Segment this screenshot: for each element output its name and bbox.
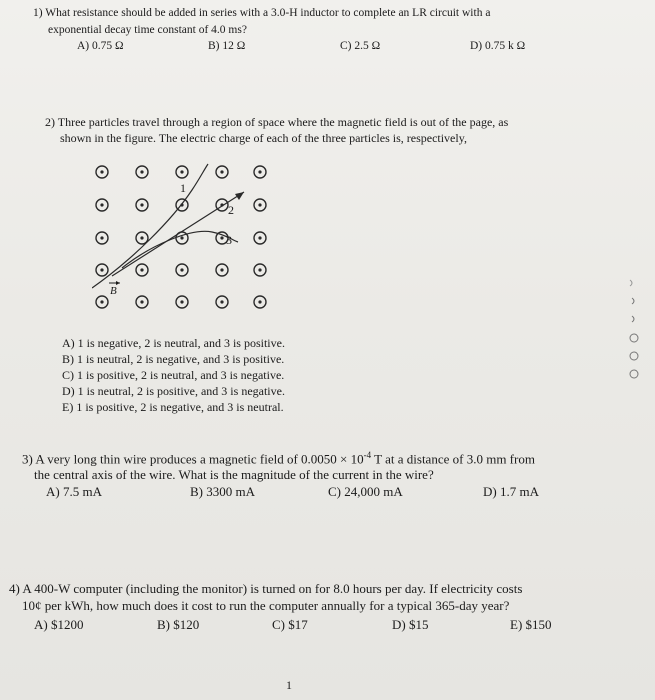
particle-path-2-arrow bbox=[235, 192, 244, 200]
field-out-dot bbox=[140, 203, 143, 206]
path-label-3: 3 bbox=[226, 233, 232, 247]
q1-option-a: A) 0.75 Ω bbox=[77, 40, 124, 52]
q1-option-b: B) 12 Ω bbox=[208, 40, 246, 52]
field-label-b: B bbox=[110, 285, 117, 297]
path-label-1: 1 bbox=[180, 181, 186, 195]
q4-text-line1: 4) A 400-W computer (including the monitor) is turned on for 8.0 hours per day. If electricity costs bbox=[9, 581, 523, 596]
field-out-dot bbox=[258, 236, 261, 239]
q3-option-b: B) 3300 mA bbox=[190, 484, 255, 499]
field-out-dot bbox=[220, 170, 223, 173]
margin-marks bbox=[624, 270, 654, 390]
q2-option-b: B) 1 is neutral, 2 is negative, and 3 is positive. bbox=[62, 352, 285, 366]
q3-line1-start: 3) A very long thin wire produces a magnetic field of 0.0050 × 10 bbox=[22, 451, 364, 467]
field-out-dot bbox=[180, 300, 183, 303]
q3-option-c: C) 24,000 mA bbox=[328, 484, 403, 499]
field-out-dot bbox=[258, 268, 261, 271]
field-out-dot bbox=[140, 236, 143, 239]
q4-text-line2: 10¢ per kWh, how much does it cost to run the computer annually for a typical 365-day year? bbox=[22, 598, 510, 613]
field-out-dot bbox=[180, 236, 183, 239]
q3-line1-end: T at a distance of 3.0 mm from bbox=[371, 451, 535, 467]
q3-text-line1 bbox=[22, 450, 535, 467]
field-out-dot bbox=[140, 300, 143, 303]
q4-option-a: A) $1200 bbox=[34, 617, 84, 632]
q1-option-c: C) 2.5 Ω bbox=[340, 40, 381, 52]
q1-text-line1: 1) What resistance should be added in series with a 3.0-H inductor to complete an LR circuit with a bbox=[33, 7, 491, 19]
q2-option-d: D) 1 is neutral, 2 is positive, and 3 is negative. bbox=[62, 384, 285, 398]
field-out-dot bbox=[220, 268, 223, 271]
q4-option-e: E) $150 bbox=[510, 617, 552, 632]
q4-option-d: D) $15 bbox=[392, 617, 429, 632]
field-out-dot bbox=[258, 300, 261, 303]
q4-option-b: B) $120 bbox=[157, 617, 200, 632]
field-out-dot bbox=[220, 300, 223, 303]
q2-text-line2: shown in the figure. The electric charge of each of the three particles is, respectively, bbox=[60, 131, 467, 145]
field-out-dot bbox=[100, 170, 103, 173]
field-out-dot bbox=[100, 203, 103, 206]
q1-option-d: D) 0.75 k Ω bbox=[470, 40, 526, 52]
field-out-dot bbox=[100, 236, 103, 239]
path-label-2: 2 bbox=[228, 203, 234, 217]
q3-text-line2: the central axis of the wire. What is the magnitude of the current in the wire? bbox=[34, 467, 434, 482]
q1-text-line2: exponential decay time constant of 4.0 ms? bbox=[48, 24, 247, 36]
field-out-dot bbox=[220, 236, 223, 239]
particle-path-2 bbox=[112, 192, 244, 276]
q2-option-a: A) 1 is negative, 2 is neutral, and 3 is positive. bbox=[62, 336, 285, 350]
field-out-dot bbox=[100, 300, 103, 303]
field-out-dot bbox=[180, 268, 183, 271]
q2-option-e: E) 1 is positive, 2 is negative, and 3 is neutral. bbox=[62, 400, 284, 414]
field-out-dot bbox=[140, 170, 143, 173]
field-out-dot bbox=[258, 170, 261, 173]
page-number: 1 bbox=[286, 678, 292, 692]
q3-option-d: D) 1.7 mA bbox=[483, 484, 539, 499]
q4-option-c: C) $17 bbox=[272, 617, 308, 632]
q3-exponent: -4 bbox=[363, 450, 372, 460]
field-out-dot bbox=[140, 268, 143, 271]
q2-option-c: C) 1 is positive, 2 is neutral, and 3 is negative. bbox=[62, 368, 285, 382]
field-out-dot bbox=[258, 203, 261, 206]
magnetic-field-figure bbox=[92, 160, 272, 320]
field-out-dot bbox=[180, 170, 183, 173]
q2-text-line1: 2) Three particles travel through a region of space where the magnetic field is out of the page, as bbox=[45, 115, 509, 129]
field-out-dot bbox=[100, 268, 103, 271]
q3-option-a: A) 7.5 mA bbox=[46, 484, 102, 499]
